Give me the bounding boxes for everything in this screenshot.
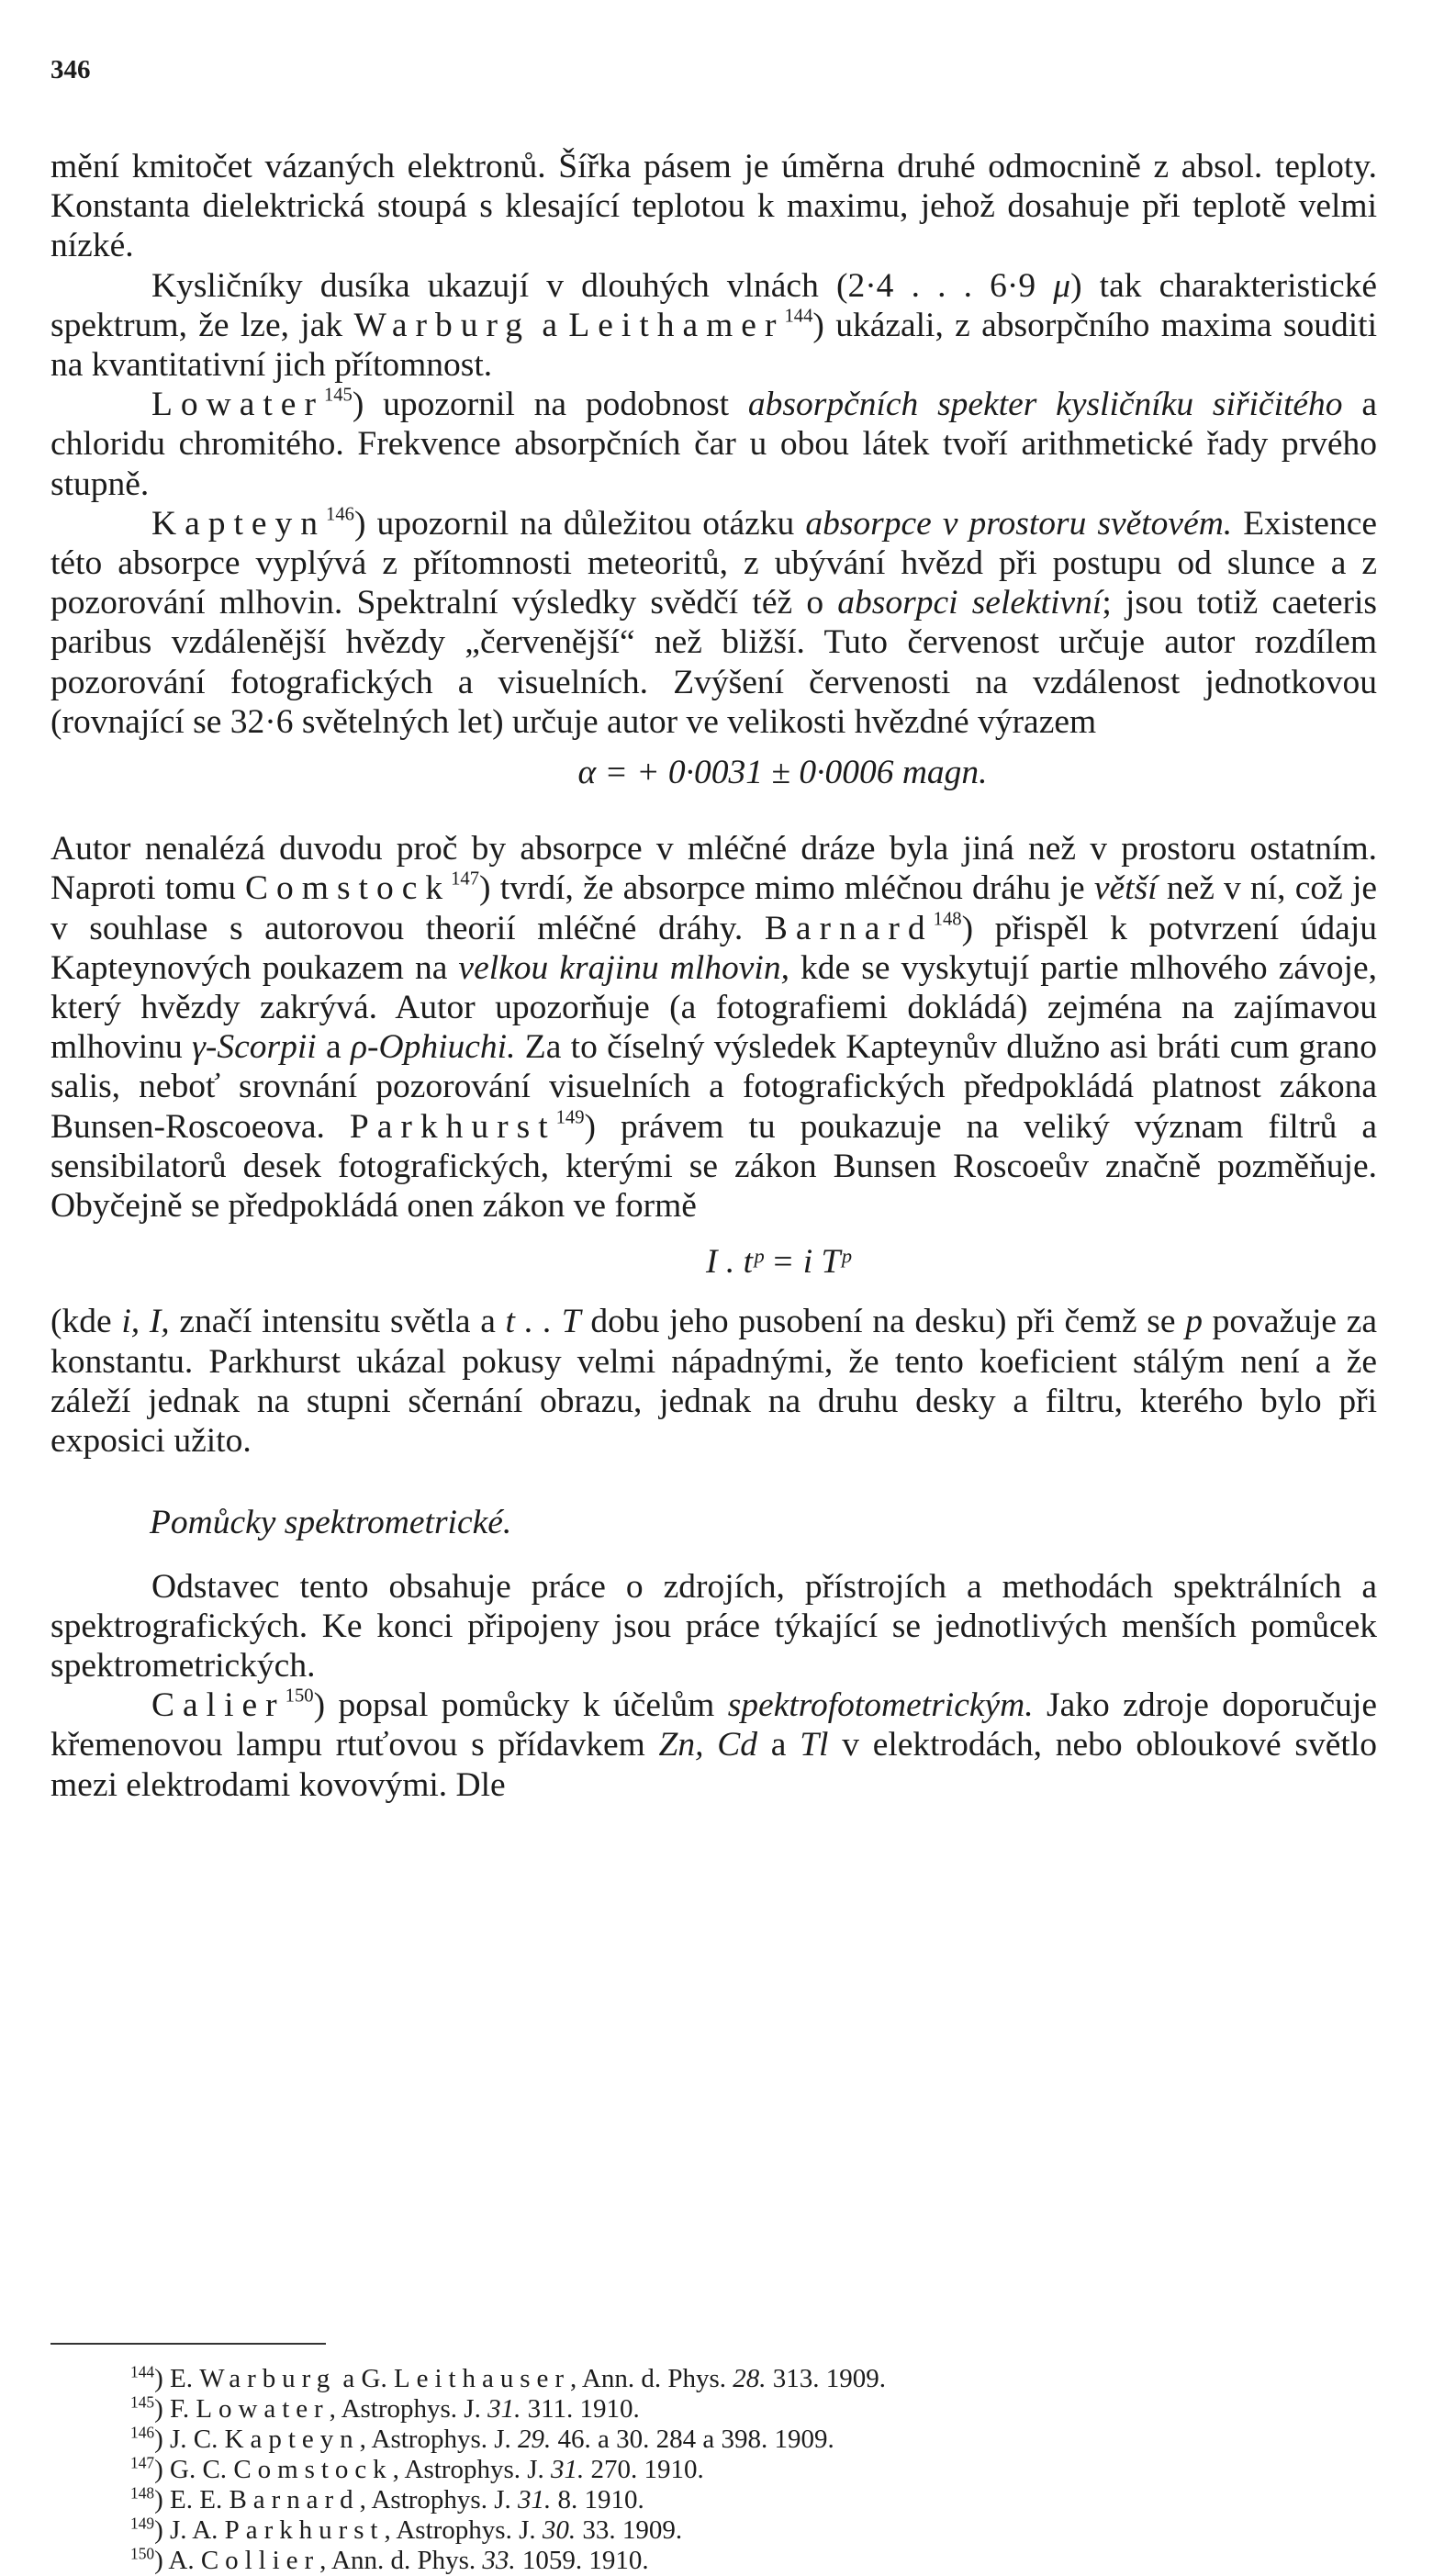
footnote: $^{150}$) A. Collier, Ann. d. Phys. 33. 1059. 1910. — [130, 2544, 649, 2575]
footnote-ref: 144 — [784, 306, 813, 327]
footnote-ref: 148 — [933, 909, 962, 930]
footnote: $^{146}$) J. C. Kapteyn, Astrophys. J. 29. 46. a 30. 284 a 398. 1909. — [130, 2423, 834, 2454]
footnote: $^{147}$) G. C. Comstock, Astrophys. J. 31. 270. 1910. — [130, 2453, 704, 2484]
paragraph-5: Autor nenalézá duvodu proč by absorpce v mléčné dráze byla jiná než v prostoru ostatním. Naproti tomu Comstock$^{147}$) tvrdí, že absorpce mimo mléčnou dráhu je větší než v ní, což je v souhlase s autorovou theorií mléčné dráhy. Barnard$^{148}$) přispěl k potvrzení údaju Kapteynových poukazem na velkou krajinu mlhovin, kde se vyskytují partie mlhového závoje, který hvězdy zakrývá. Autor upozorňuje (a fotografiemi dokládá) zejména na zajímavou mlhovinu γ-Scorpii a ρ-Ophiuchi. Za to číselný výsledek Kapteynův dlužno asi bráti cum grano salis, neboť srovnání pozorování visuelních a fotografických předpokládá platnost zákona Bunsen-Roscoeova. Parkhurst$^{149}$) právem tu poukazuje na veliký význam filtrů a sensibilatorů desek fotografických, kterými se zákon Bunsen Roscoeův značně pozměňuje. Obyčejně se předpokládá onen zákon ve formě — [50, 830, 1378, 1226]
footnote: $^{144}$) E. Warburg a G. Leithauser, Ann. d. Phys. 28. 313. 1909. — [130, 2362, 887, 2393]
footnote-ref: 149 — [555, 1107, 585, 1128]
page-number: 346 — [50, 55, 91, 84]
author-name: Lowater — [151, 386, 324, 424]
footnote-rule — [50, 2343, 326, 2345]
author-name: Comstock — [245, 869, 452, 908]
author-name: Kapteyn — [151, 504, 327, 543]
footnote: $^{145}$) F. Lowater, Astrophys. J. 31. 311. 1910. — [130, 2392, 640, 2424]
footnote: $^{149}$) J. A. Parkhurst, Astrophys. J. 30. 33. 1909. — [130, 2514, 683, 2545]
footnote: $^{148}$) E. E. Barnard, Astrophys. J. 31. 8. 1910. — [130, 2483, 644, 2514]
paragraph-6: (kde i, I, značí intensitu světla a t . . T dobu jeho pusobení na desku) při čemž se p považuje za konstantu. Parkhurst ukázal pokusy velmi nápadnými, že tento koeficient stálým není a že záleží jednak na stupni sčernání obrazu, jednak na druhu desky a filtru, kterého bylo při exposici užito. — [50, 1303, 1377, 1461]
section-heading: Pomůcky spektrometrické. — [150, 1504, 512, 1542]
author-name: Parkhurst — [349, 1107, 556, 1146]
paragraph-8: Calier$^{150}$) popsal pomůcky k účelům spektrofotometrickým. Jako zdroje doporučuje křemenovou lampu rtuťovou s přídavkem Zn, Cd a Tl v elektrodách, nebo obloukové světlo mezi elektrodami kovovými. Dle — [50, 1686, 1378, 1804]
paragraph-4: Kapteyn$^{146}$) upozornil na důležitou otázku absorpce v prostoru světovém. Existence této absorpce vyplývá z přítomnosti meteoritů, z ubývání hvězd při postupu od slunce a z pozorování mlhovin. Spektralní výsledky svědčí též o absorpci selektivní; jsou totiž caeteris paribus vzdálenější hvězdy „červenější“ než bližší. Tuto červenost určuje autor rozdílem pozorování fotografických a visuelních. Zvýšení červenosti na vzdálenost jednotkovou (rovnající se 32·6 světelných let) určuje autor ve velikosti hvězdné výrazem — [50, 504, 1377, 741]
formula-absorption: α = + 0·0031 ± 0·0006 magn. — [577, 754, 988, 792]
footnote-ref: 150 — [285, 1686, 314, 1707]
paragraph-3: Lowater$^{145}$) upozornil na podobnost absorpčních spekter kysličníku siřičitého a chloridu chromitého. Frekvence absorpčních čar u obou látek tvoří arithmetické řady prvého stupně. — [50, 385, 1377, 503]
paragraph-2: Kysličníky dusíka ukazují v dlouhých vlnách (2·4 . . . 6·9 μ) tak charakteristické spektrum, že lze, jak Warburg a Leithamer$^{144}$) ukázali, z absorpčního maxima souditi na kvantitativní jich přítomnost. — [50, 266, 1377, 385]
footnote-ref: 147 — [451, 868, 480, 890]
paragraph-1: mění kmitočet vázaných elektronů. Šířka pásem je úměrna druhé odmocnině z absol. teploty. Konstanta dielektrická stoupá s klesající teplotou k maximu, jehož dosahuje při teplotě velmi nízké. — [50, 148, 1377, 265]
footnote-ref: 145 — [323, 385, 353, 406]
author-name: Leithamer — [568, 306, 785, 344]
main-text — [50, 147, 1377, 1805]
author-name: Calier — [151, 1686, 285, 1725]
footnotes — [130, 2364, 886, 2576]
paragraph-7: Odstavec tento obsahuje práce o zdrojích, přístrojích a methodách spektrálních a spektrografických. Ke konci připojeny jsou práce týkající se jednotlivých menších pomůcek spektrometrických. — [50, 1567, 1377, 1685]
footnote-ref: 146 — [326, 504, 354, 525]
formula-bunsen-roscoe: I . tᵖ = i Tᵖ — [706, 1243, 850, 1282]
author-name: Barnard — [764, 909, 934, 947]
author-name: Warburg — [353, 306, 532, 344]
